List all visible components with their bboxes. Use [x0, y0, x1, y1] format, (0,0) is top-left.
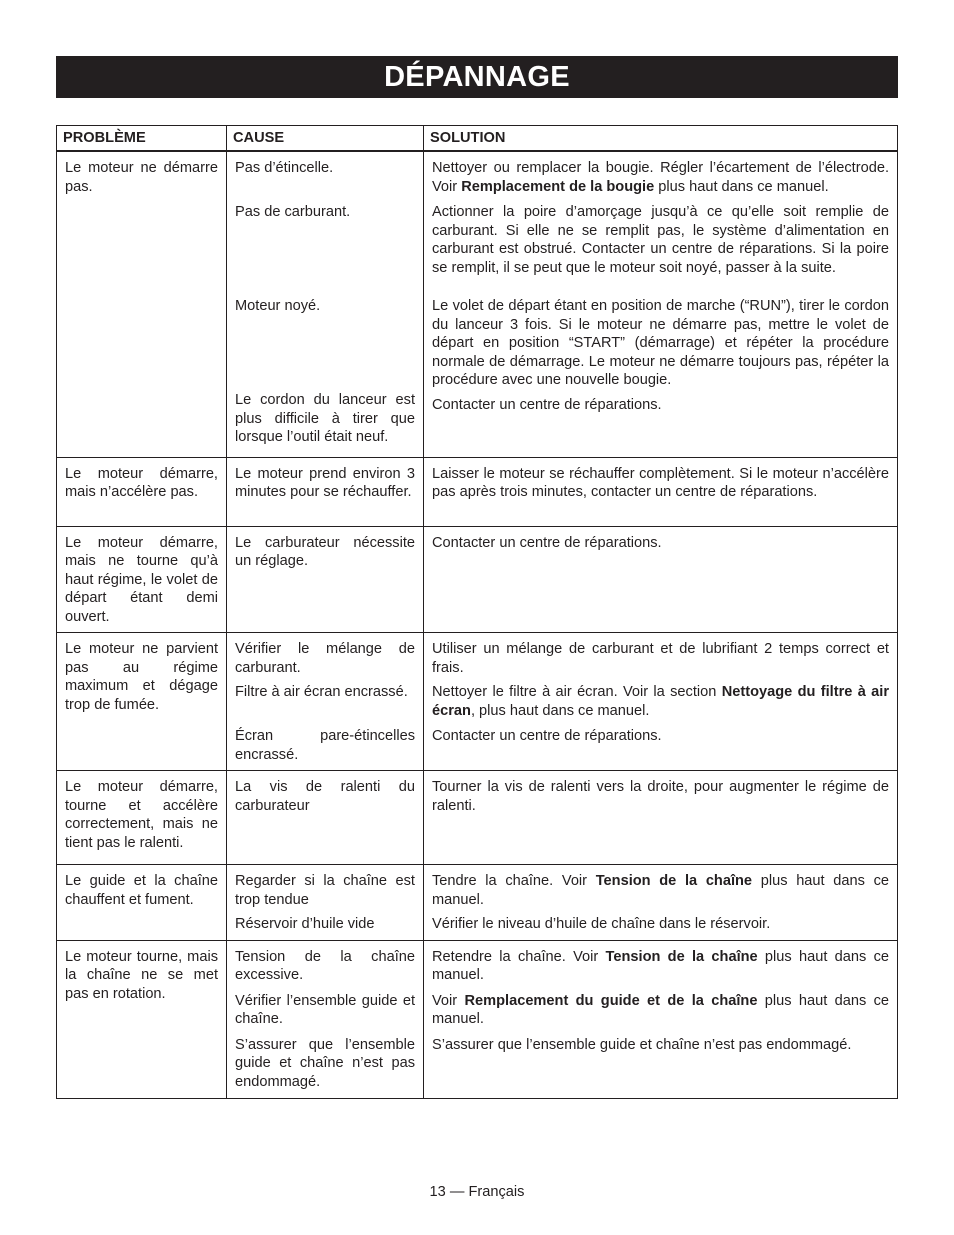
table-header-row — [57, 126, 898, 152]
cause-text: La vis de ralenti du carburateur — [235, 779, 415, 814]
table-row — [57, 940, 898, 1098]
solution-segment: Tourner la vis de ralenti vers la droite, pour augmenter le régime de ralenti. — [432, 779, 889, 814]
cause-text: Tension de la chaîne excessive. — [235, 948, 415, 983]
problem-cell — [57, 526, 227, 633]
solution-text — [432, 159, 889, 197]
solution-text — [432, 640, 889, 677]
solution-text — [432, 872, 889, 909]
cause-text: Vérifier l’ensemble guide et chaîne. — [235, 992, 415, 1027]
solution-text — [432, 465, 889, 520]
solution-cell — [424, 865, 898, 941]
cause-cell — [227, 865, 424, 941]
cause-cell — [227, 633, 424, 771]
table-row — [57, 457, 898, 526]
problem-cell — [57, 940, 227, 1098]
solution-segment: plus haut dans ce manuel. — [432, 948, 889, 983]
header-probleme: PROBLÈME — [57, 126, 227, 152]
solution-segment: Laisser le moteur se réchauffer complètement. Si le moteur n’accélère pas après trois minutes, contacter un centre de réparations. — [432, 465, 889, 500]
problem-cell — [57, 151, 227, 457]
cause-text: Le moteur prend environ 3 minutes pour se réchauffer. — [235, 465, 415, 500]
troubleshooting-table — [56, 125, 898, 1099]
solution-segment: Retendre la chaîne. Voir — [432, 948, 606, 965]
solution-cell — [424, 526, 898, 633]
problem-text: Le moteur ne démarre pas. — [65, 160, 218, 195]
solution-segment: S’assurer que l’ensemble guide et chaîne n’est pas endommagé. — [432, 1036, 852, 1053]
cause-text: S’assurer que l’ensemble guide et chaîne n’est pas endommagé. — [235, 1036, 415, 1090]
solution-segment: , plus haut dans ce manuel. — [470, 702, 650, 719]
solution-segment: Le volet de départ étant en position de marche (“RUN”), tirer le cordon du lanceur 3 fois. Si le moteur ne démarre pas, mettre le volet de départ en position “START” (démarrage) et répéter la procédure normale de démarrage. Le moteur ne démarre toujours pas, répéter la procédure avec une nouvelle bougie. — [432, 298, 889, 388]
table-row — [57, 151, 898, 457]
cause-text: Filtre à air écran encrassé. — [235, 684, 408, 700]
problem-cell — [57, 633, 227, 771]
solution-segment: plus haut dans ce manuel. — [432, 992, 889, 1027]
solution-reference: Nettoyage du filtre à air écran — [432, 684, 889, 719]
cause-text: Vérifier le mélange de carburant. — [235, 641, 415, 676]
cause-cell — [227, 526, 424, 633]
solution-segment: Contacter un centre de réparations. — [432, 396, 662, 413]
problem-text: Le moteur tourne, mais la chaîne ne se met pas en rotation. — [65, 948, 218, 1002]
solution-text — [432, 727, 889, 764]
solution-text — [432, 948, 889, 986]
solution-segment: Vérifier le niveau d’huile de chaîne dans le réservoir. — [432, 916, 771, 932]
solution-segment: Contacter un centre de réparations. — [432, 534, 662, 551]
solution-cell — [424, 457, 898, 526]
problem-text: Le moteur démarre, mais n’accélère pas. — [65, 465, 218, 500]
cause-text: Réservoir d’huile vide — [235, 916, 375, 932]
solution-text — [432, 992, 889, 1030]
table-row — [57, 526, 898, 633]
problem-text: Le guide et la chaîne chauffent et fument. — [65, 873, 218, 908]
problem-cell — [57, 457, 227, 526]
solution-reference: Remplacement du guide et de la chaîne — [464, 992, 758, 1009]
solution-segment: Tendre la chaîne. Voir — [432, 873, 596, 889]
problem-cell — [57, 865, 227, 941]
table-row — [57, 771, 898, 865]
cause-text: Regarder si la chaîne est trop tendue — [235, 873, 415, 908]
page-title — [56, 56, 898, 98]
problem-text: Le moteur démarre, tourne et accélère correctement, mais ne tient pas le ralenti. — [65, 779, 218, 851]
solution-reference: Tension de la chaîne — [595, 873, 753, 889]
solution-cell — [424, 633, 898, 771]
table-row — [57, 633, 898, 771]
solution-text — [432, 534, 889, 626]
solution-text — [432, 297, 889, 390]
cause-cell — [227, 151, 424, 457]
page-title-text: DÉPANNAGE — [384, 60, 570, 93]
solution-text — [432, 915, 889, 934]
cause-text: Le carburateur nécessite un réglage. — [235, 534, 415, 569]
solution-segment: Nettoyer le filtre à air écran. Voir la section — [432, 684, 722, 700]
solution-segment: plus haut dans ce manuel. — [432, 873, 890, 908]
cause-cell — [227, 457, 424, 526]
solution-text — [432, 396, 889, 451]
problem-text: Le moteur ne parvient pas au régime maximum et dégage trop de fumée. — [65, 641, 218, 713]
header-solution: SOLUTION — [424, 126, 898, 152]
solution-segment: Voir — [432, 992, 465, 1009]
solution-text — [432, 778, 889, 858]
solution-text — [432, 203, 889, 291]
page-footer: 13 — Français — [429, 1184, 525, 1200]
solution-segment: Contacter un centre de réparations. — [432, 728, 662, 744]
solution-segment: Utiliser un mélange de carburant et de lubrifiant 2 temps correct et frais. — [432, 641, 889, 676]
cause-text: Pas d’étincelle. — [235, 160, 334, 176]
problem-cell — [57, 771, 227, 865]
table-row — [57, 865, 898, 941]
solution-reference: Tension de la chaîne — [605, 948, 758, 965]
cause-cell — [227, 940, 424, 1098]
solution-reference: Remplacement de la bougie — [461, 178, 655, 195]
cause-text: Écran pare-étincelles encrassé. — [235, 728, 415, 763]
cause-text: Le cordon du lanceur est plus difficile à tirer que lorsque l’outil était neuf. — [235, 392, 415, 445]
cause-cell — [227, 771, 424, 865]
solution-cell — [424, 771, 898, 865]
solution-cell — [424, 151, 898, 457]
solution-text — [432, 1036, 889, 1092]
solution-segment: Actionner la poire d’amorçage jusqu’à ce qu’elle soit remplie de carburant. Si elle ne se remplit pas, le système d’alimentation en carburant est obstrué. Contacter un centre de réparations. Si la poire se remplit, il se peut que le moteur soit noyé, passer à la suite. — [432, 204, 889, 276]
solution-text — [432, 683, 889, 721]
cause-text: Moteur noyé. — [235, 298, 321, 314]
solution-cell — [424, 940, 898, 1098]
solution-segment: Nettoyer ou remplacer la bougie. Régler l’écartement de l’électrode. Voir — [432, 160, 889, 195]
header-cause: CAUSE — [227, 126, 424, 152]
cause-text: Pas de carburant. — [235, 204, 351, 220]
solution-segment: plus haut dans ce manuel. — [654, 178, 829, 195]
problem-text: Le moteur démarre, mais ne tourne qu’à haut régime, le volet de départ étant demi ouvert. — [65, 534, 218, 625]
